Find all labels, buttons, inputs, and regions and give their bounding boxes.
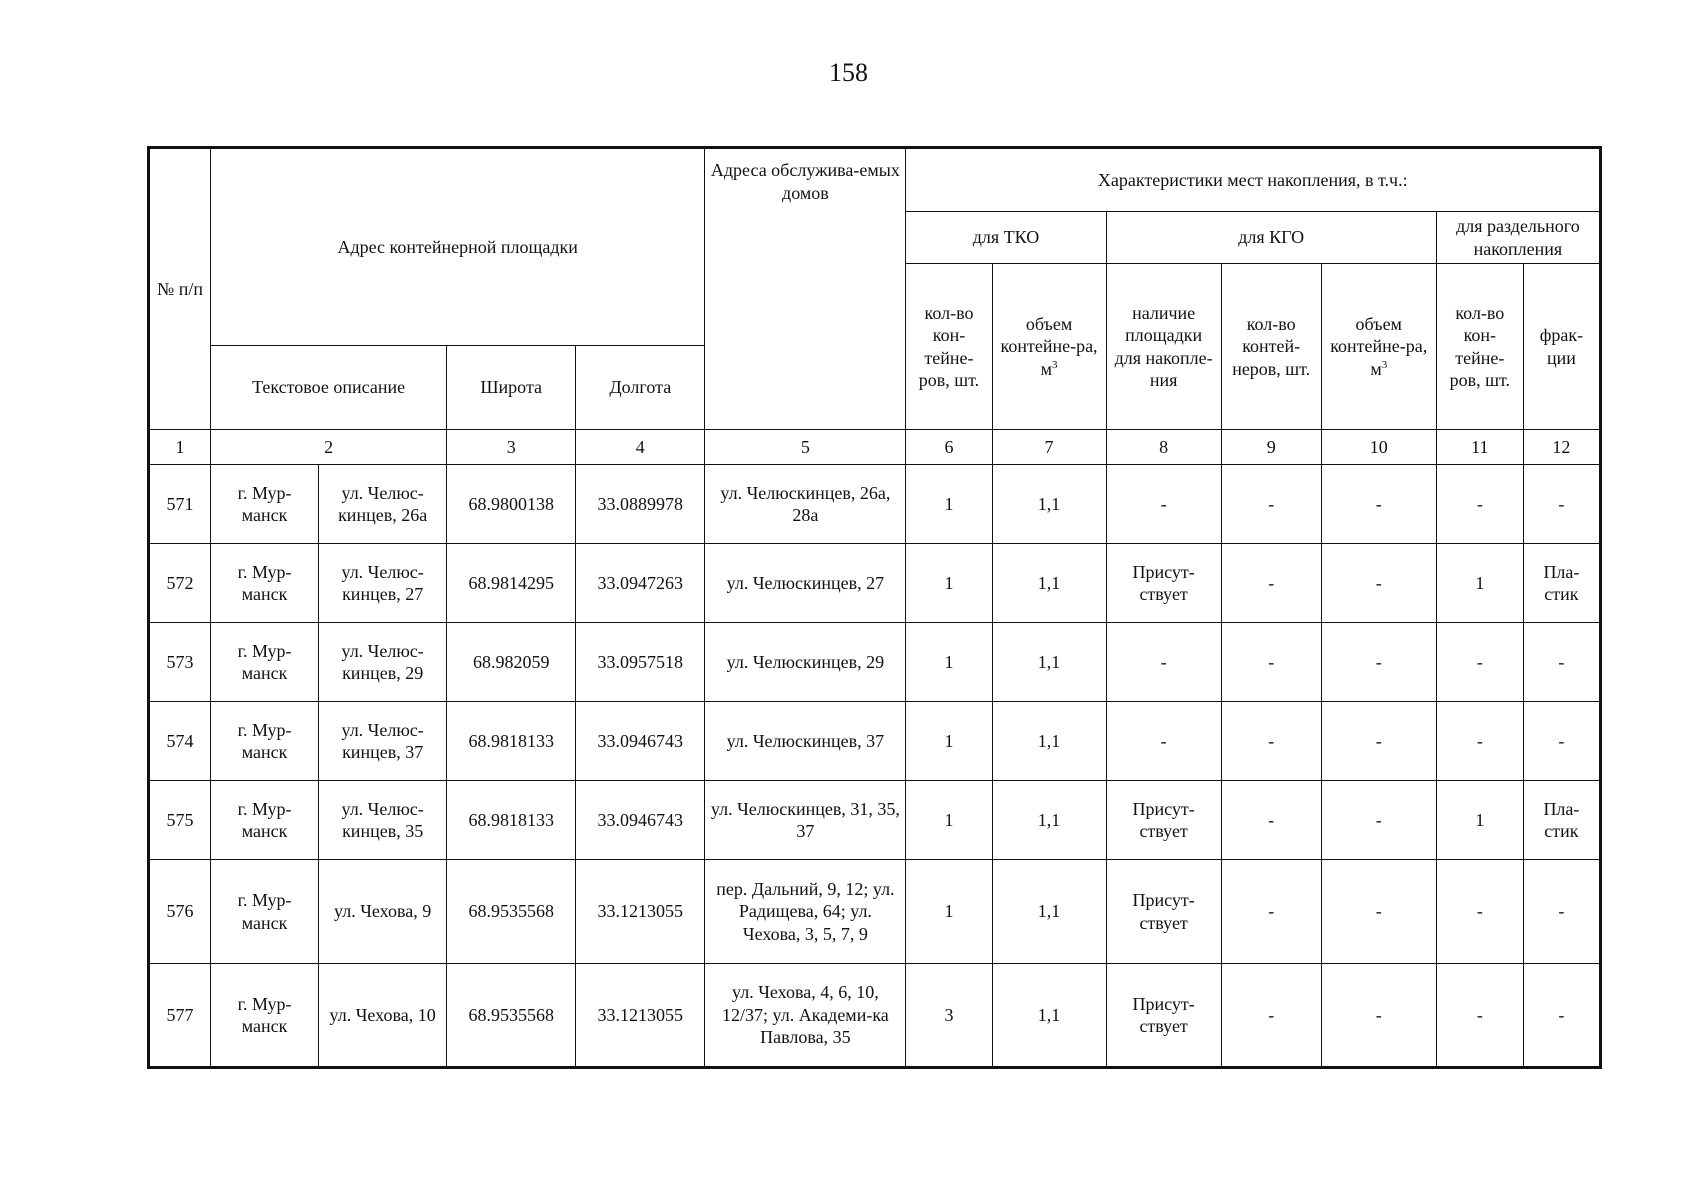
row-kgo-count: -: [1221, 465, 1321, 544]
row-sep-fraction: -: [1523, 860, 1600, 964]
row-sep-count: -: [1436, 860, 1523, 964]
row-kgo-volume: -: [1321, 702, 1436, 781]
row-kgo-presence: Присут-ствует: [1106, 860, 1221, 964]
row-longitude: 33.0957518: [576, 623, 705, 702]
row-sep-count: 1: [1436, 544, 1523, 623]
row-latitude: 68.9814295: [447, 544, 576, 623]
column-number-row: [149, 430, 1601, 465]
row-number: 573: [149, 623, 211, 702]
row-latitude: 68.9818133: [447, 781, 576, 860]
row-tko-count: 1: [906, 860, 992, 964]
row-sep-count: -: [1436, 465, 1523, 544]
row-number: 577: [149, 964, 211, 1068]
row-longitude: 33.1213055: [576, 964, 705, 1068]
row-city: г. Мур-манск: [211, 860, 319, 964]
row-tko-count: 1: [906, 702, 992, 781]
table-row: [149, 964, 1601, 1068]
header-separate: для раздельного накопления: [1436, 212, 1600, 264]
row-houses: ул. Чехова, 4, 6, 10, 12/37; ул. Академи-ка Павлова, 35: [705, 964, 906, 1068]
row-tko-count: 1: [906, 781, 992, 860]
row-houses: ул. Челюскинцев, 26а, 28а: [705, 465, 906, 544]
row-tko-volume: 1,1: [992, 623, 1106, 702]
row-street: ул. Чехова, 10: [319, 964, 447, 1068]
row-latitude: 68.9535568: [447, 860, 576, 964]
container-sites-table: [147, 146, 1602, 1069]
header-kgo: для КГО: [1106, 212, 1436, 264]
row-houses: ул. Челюскинцев, 37: [705, 702, 906, 781]
row-sep-count: -: [1436, 964, 1523, 1068]
row-city: г. Мур-манск: [211, 465, 319, 544]
col-number: 6: [906, 430, 992, 465]
header-kgo-presence: наличие площадки для накопле-ния: [1106, 264, 1221, 430]
header-tko: для ТКО: [906, 212, 1106, 264]
col-number: 10: [1321, 430, 1436, 465]
row-latitude: 68.9535568: [447, 964, 576, 1068]
row-tko-volume: 1,1: [992, 964, 1106, 1068]
row-street: ул. Челюс-кинцев, 27: [319, 544, 447, 623]
row-houses: пер. Дальний, 9, 12; ул. Радищева, 64; ул. Чехова, 3, 5, 7, 9: [705, 860, 906, 964]
row-kgo-volume: -: [1321, 964, 1436, 1068]
table-row: [149, 544, 1601, 623]
header-served-houses: Адреса обслужива-емых домов: [705, 148, 906, 430]
row-longitude: 33.0946743: [576, 781, 705, 860]
row-street: ул. Челюс-кинцев, 29: [319, 623, 447, 702]
row-tko-volume: 1,1: [992, 702, 1106, 781]
row-kgo-presence: Присут-ствует: [1106, 964, 1221, 1068]
table-row: [149, 465, 1601, 544]
row-kgo-count: -: [1221, 964, 1321, 1068]
row-kgo-count: -: [1221, 623, 1321, 702]
row-tko-count: 1: [906, 623, 992, 702]
row-latitude: 68.9818133: [447, 702, 576, 781]
row-city: г. Мур-манск: [211, 964, 319, 1068]
row-sep-fraction: Пла-стик: [1523, 781, 1600, 860]
row-number: 574: [149, 702, 211, 781]
row-kgo-presence: -: [1106, 702, 1221, 781]
row-number: 575: [149, 781, 211, 860]
col-number: 5: [705, 430, 906, 465]
header-tko-volume: объем контейне-ра, $м^3$: [992, 264, 1106, 430]
row-tko-volume: 1,1: [992, 860, 1106, 964]
row-city: г. Мур-манск: [211, 702, 319, 781]
row-city: г. Мур-манск: [211, 544, 319, 623]
row-street: ул. Челюс-кинцев, 37: [319, 702, 447, 781]
header-kgo-count: кол-во контей-неров, шт.: [1221, 264, 1321, 430]
header-characteristics: Характеристики мест накопления, в т.ч.:: [906, 148, 1601, 212]
header-tko-count: кол-во кон-тейне-ров, шт.: [906, 264, 992, 430]
row-houses: ул. Челюскинцев, 29: [705, 623, 906, 702]
row-kgo-count: -: [1221, 544, 1321, 623]
col-number: 1: [149, 430, 211, 465]
col-number: 11: [1436, 430, 1523, 465]
row-tko-volume: 1,1: [992, 544, 1106, 623]
row-street: ул. Челюс-кинцев, 35: [319, 781, 447, 860]
row-number: 572: [149, 544, 211, 623]
col-number: 4: [576, 430, 705, 465]
row-city: г. Мур-манск: [211, 781, 319, 860]
row-tko-count: 3: [906, 964, 992, 1068]
row-city: г. Мур-манск: [211, 623, 319, 702]
row-houses: ул. Челюскинцев, 31, 35, 37: [705, 781, 906, 860]
header-longitude: Долгота: [576, 346, 705, 430]
row-sep-fraction: -: [1523, 623, 1600, 702]
table-row: [149, 623, 1601, 702]
row-latitude: 68.982059: [447, 623, 576, 702]
row-sep-fraction: -: [1523, 465, 1600, 544]
row-sep-fraction: -: [1523, 702, 1600, 781]
row-sep-count: 1: [1436, 781, 1523, 860]
row-kgo-count: -: [1221, 860, 1321, 964]
row-longitude: 33.0889978: [576, 465, 705, 544]
col-number: 12: [1523, 430, 1600, 465]
row-longitude: 33.0947263: [576, 544, 705, 623]
row-kgo-volume: -: [1321, 544, 1436, 623]
row-sep-count: -: [1436, 702, 1523, 781]
row-kgo-presence: -: [1106, 465, 1221, 544]
row-kgo-volume: -: [1321, 465, 1436, 544]
row-kgo-presence: Присут-ствует: [1106, 781, 1221, 860]
table-row: [149, 781, 1601, 860]
row-longitude: 33.1213055: [576, 860, 705, 964]
row-street: ул. Челюс-кинцев, 26а: [319, 465, 447, 544]
row-kgo-volume: -: [1321, 623, 1436, 702]
row-kgo-presence: -: [1106, 623, 1221, 702]
row-tko-volume: 1,1: [992, 465, 1106, 544]
row-kgo-volume: -: [1321, 860, 1436, 964]
table-row: [149, 860, 1601, 964]
row-number: 576: [149, 860, 211, 964]
page-number: 158: [829, 58, 868, 87]
header-kgo-volume: объем контейне-ра, $м^3$: [1321, 264, 1436, 430]
row-longitude: 33.0946743: [576, 702, 705, 781]
row-kgo-presence: Присут-ствует: [1106, 544, 1221, 623]
row-sep-fraction: -: [1523, 964, 1600, 1068]
col-number: 3: [447, 430, 576, 465]
row-kgo-count: -: [1221, 702, 1321, 781]
row-number: 571: [149, 465, 211, 544]
col-number: 8: [1106, 430, 1221, 465]
col-number: 2: [211, 430, 447, 465]
col-number: 7: [992, 430, 1106, 465]
table-row: [149, 702, 1601, 781]
row-houses: ул. Челюскинцев, 27: [705, 544, 906, 623]
row-sep-fraction: Пла-стик: [1523, 544, 1600, 623]
row-kgo-volume: -: [1321, 781, 1436, 860]
header-sep-fraction: фрак-ции: [1523, 264, 1600, 430]
header-address-group: Адрес контейнерной площадки: [211, 148, 705, 346]
header-num: № п/п: [149, 148, 211, 430]
row-tko-count: 1: [906, 544, 992, 623]
row-sep-count: -: [1436, 623, 1523, 702]
col-number: 9: [1221, 430, 1321, 465]
row-kgo-count: -: [1221, 781, 1321, 860]
row-tko-volume: 1,1: [992, 781, 1106, 860]
row-tko-count: 1: [906, 465, 992, 544]
header-sep-count: кол-во кон-тейне-ров, шт.: [1436, 264, 1523, 430]
row-street: ул. Чехова, 9: [319, 860, 447, 964]
header-text-desc: Текстовое описание: [211, 346, 447, 430]
row-latitude: 68.9800138: [447, 465, 576, 544]
header-latitude: Широта: [447, 346, 576, 430]
